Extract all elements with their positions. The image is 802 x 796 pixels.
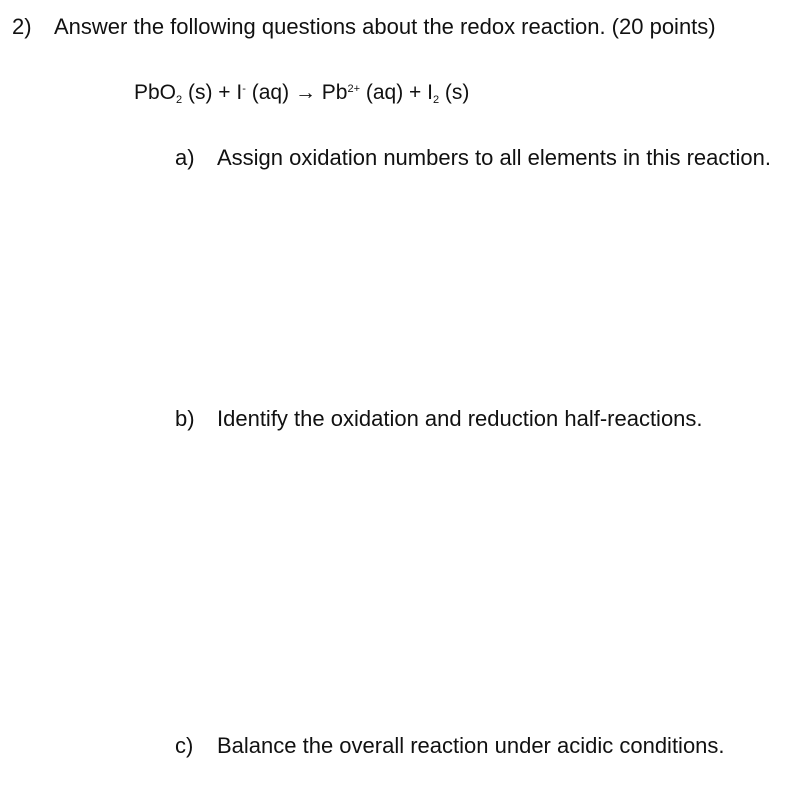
part-a-prompt [175, 145, 771, 171]
iodide-state: (aq) [245, 81, 295, 104]
part-a-text: Assign oxidation numbers to all elements in this reaction. [217, 145, 771, 170]
reactant-lead-dioxide-subscript: 2 [176, 94, 183, 106]
reaction-arrow: → [294, 81, 316, 104]
part-b-text: Identify the oxidation and reduction half-reactions. [217, 406, 703, 431]
part-c-letter: c) [175, 733, 194, 758]
reactant-state-and-iodide: (s) + I [182, 81, 243, 104]
part-b-letter: b) [175, 406, 195, 431]
iodine-state: (s) [439, 81, 470, 104]
product-lead-ion: Pb [315, 81, 348, 104]
reaction-equation [134, 81, 469, 105]
question-text: Answer the following questions about the redox reaction. (20 points) [54, 14, 716, 39]
part-c-prompt [175, 733, 725, 759]
product-state-and-iodine: (aq) + I [360, 81, 433, 104]
question-heading [12, 14, 716, 40]
question-number: 2) [12, 14, 32, 39]
part-a-letter: a) [175, 145, 195, 170]
part-c-text: Balance the overall reaction under acidic conditions. [217, 733, 725, 758]
iodine-subscript: 2 [432, 94, 440, 106]
reactant-lead-dioxide: PbO [134, 81, 177, 104]
iodide-charge: - [242, 83, 246, 95]
part-b-prompt [175, 406, 703, 432]
lead-ion-charge: 2+ [347, 83, 361, 95]
